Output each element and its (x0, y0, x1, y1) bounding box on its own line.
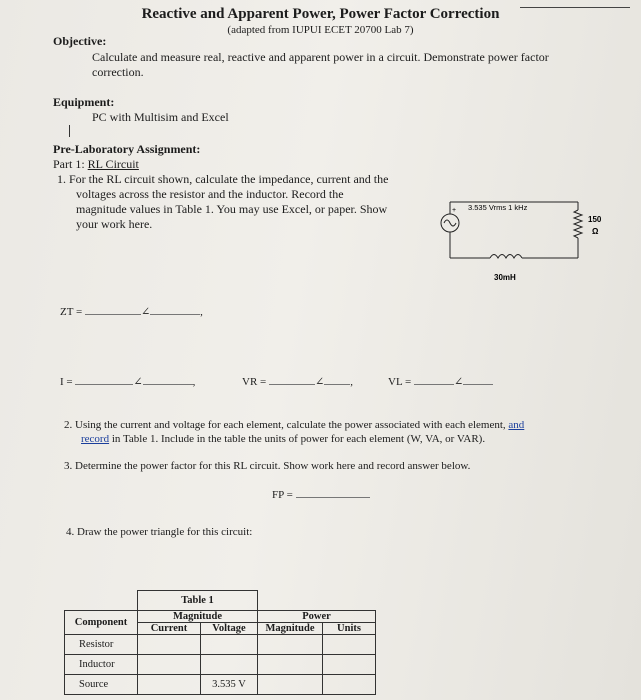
inductor-label: 30mH (494, 273, 516, 282)
q2-link-and[interactable]: and (508, 419, 525, 431)
vl-field (388, 375, 493, 388)
vr-angle-symbol: ∠ (314, 376, 325, 388)
source-label: 3.535 Vrms 1 kHz (468, 203, 528, 212)
zt-label: ZT = (60, 306, 83, 318)
header-units: Units (323, 623, 376, 635)
header-magnitude: Magnitude (138, 611, 258, 623)
part-1-heading (53, 157, 139, 172)
row-inductor-power[interactable] (258, 655, 323, 675)
vr-label: VR = (242, 376, 267, 388)
q2-text-b: in Table 1. Include in the table the units of power for each element (W, VA, or VAR). (109, 433, 486, 445)
header-power-magnitude: Magnitude (258, 623, 323, 635)
part-prefix: Part 1: (53, 157, 88, 171)
row-source-units[interactable] (323, 675, 376, 695)
resistor-value: 150 (588, 215, 602, 224)
i-comma: , (192, 376, 196, 388)
q2-text-a: 2. Using the current and voltage for each element, calculate the power associated with each element, (64, 419, 509, 431)
vr-field (242, 375, 353, 388)
fp-field (272, 489, 370, 501)
header-component: Component (65, 611, 138, 635)
row-inductor-label: Inductor (65, 655, 138, 675)
table-row (65, 655, 376, 675)
row-source-label: Source (65, 675, 138, 695)
part-title: RL Circuit (87, 157, 139, 171)
equipment-text: PC with Multisim and Excel (92, 110, 229, 124)
row-resistor-current[interactable] (138, 635, 201, 655)
row-source-voltage[interactable]: 3.535 V (201, 675, 258, 695)
ac-source-icon (441, 214, 459, 232)
q1-line-3: magnitude values in Table 1. You may use Excel, or paper. Show (76, 202, 388, 216)
vl-magnitude-blank[interactable] (414, 384, 454, 385)
i-angle-blank[interactable] (143, 384, 193, 385)
q1-line-1: 1. For the RL circuit shown, calculate the impedance, current and the (57, 172, 389, 186)
objective-heading: Objective: (53, 34, 107, 48)
row-source-current[interactable] (138, 675, 201, 695)
text-cursor (69, 125, 70, 137)
row-resistor-units[interactable] (323, 635, 376, 655)
row-inductor-current[interactable] (138, 655, 201, 675)
zt-field (60, 305, 203, 318)
fp-blank[interactable] (296, 497, 370, 498)
q1-line-4: your work here. (76, 217, 153, 231)
table-row (65, 635, 376, 655)
equipment-heading: Equipment: (53, 95, 115, 109)
table-1 (64, 590, 376, 695)
vl-label: VL = (388, 376, 412, 388)
prelab-heading: Pre-Laboratory Assignment: (53, 142, 201, 156)
row-resistor-voltage[interactable] (201, 635, 258, 655)
document-title: Reactive and Apparent Power, Power Factor Correction (141, 6, 500, 22)
table-title: Table 1 (138, 591, 258, 611)
vr-comma: , (350, 376, 353, 388)
vr-angle-blank[interactable] (324, 384, 350, 385)
zt-magnitude-blank[interactable] (85, 314, 141, 315)
zt-angle-symbol: ∠ (140, 306, 151, 318)
resistor-icon (574, 210, 582, 238)
i-angle-symbol: ∠ (133, 376, 143, 388)
question-3: 3. Determine the power factor for this RL circuit. Show work here and record answer below. (64, 460, 471, 472)
question-4: 4. Draw the power triangle for this circuit: (66, 526, 253, 538)
question-2 (64, 418, 624, 446)
vr-magnitude-blank[interactable] (269, 384, 315, 385)
i-field (60, 375, 195, 388)
vl-angle-symbol: ∠ (453, 376, 464, 388)
objective-line-2: correction. (92, 65, 144, 79)
row-resistor-label: Resistor (65, 635, 138, 655)
row-resistor-power[interactable] (258, 635, 323, 655)
objective-line-1: Calculate and measure real, reactive and apparent power in a circuit. Demonstrate power factor (92, 50, 549, 64)
q1-line-2: voltages across the resistor and the inductor. Record the (76, 187, 344, 201)
zt-comma: , (200, 306, 203, 318)
row-source-power[interactable] (258, 675, 323, 695)
i-label: I = (60, 376, 73, 388)
q2-link-record[interactable]: record (81, 433, 110, 445)
fp-label: FP = (272, 489, 293, 501)
header-voltage: Voltage (201, 623, 258, 635)
row-inductor-units[interactable] (323, 655, 376, 675)
resistor-unit: Ω (592, 227, 599, 236)
inductor-icon (490, 255, 522, 259)
document-subtitle: (adapted from IUPUI ECET 20700 Lab 7) (227, 24, 414, 36)
rl-circuit-diagram (438, 188, 618, 288)
vl-angle-blank[interactable] (463, 384, 493, 385)
row-inductor-voltage[interactable] (201, 655, 258, 675)
header-power: Power (258, 611, 376, 623)
header-current: Current (138, 623, 201, 635)
i-magnitude-blank[interactable] (75, 384, 133, 385)
table-row (65, 675, 376, 695)
source-plus-sign: + (452, 207, 457, 214)
zt-angle-blank[interactable] (150, 314, 200, 315)
